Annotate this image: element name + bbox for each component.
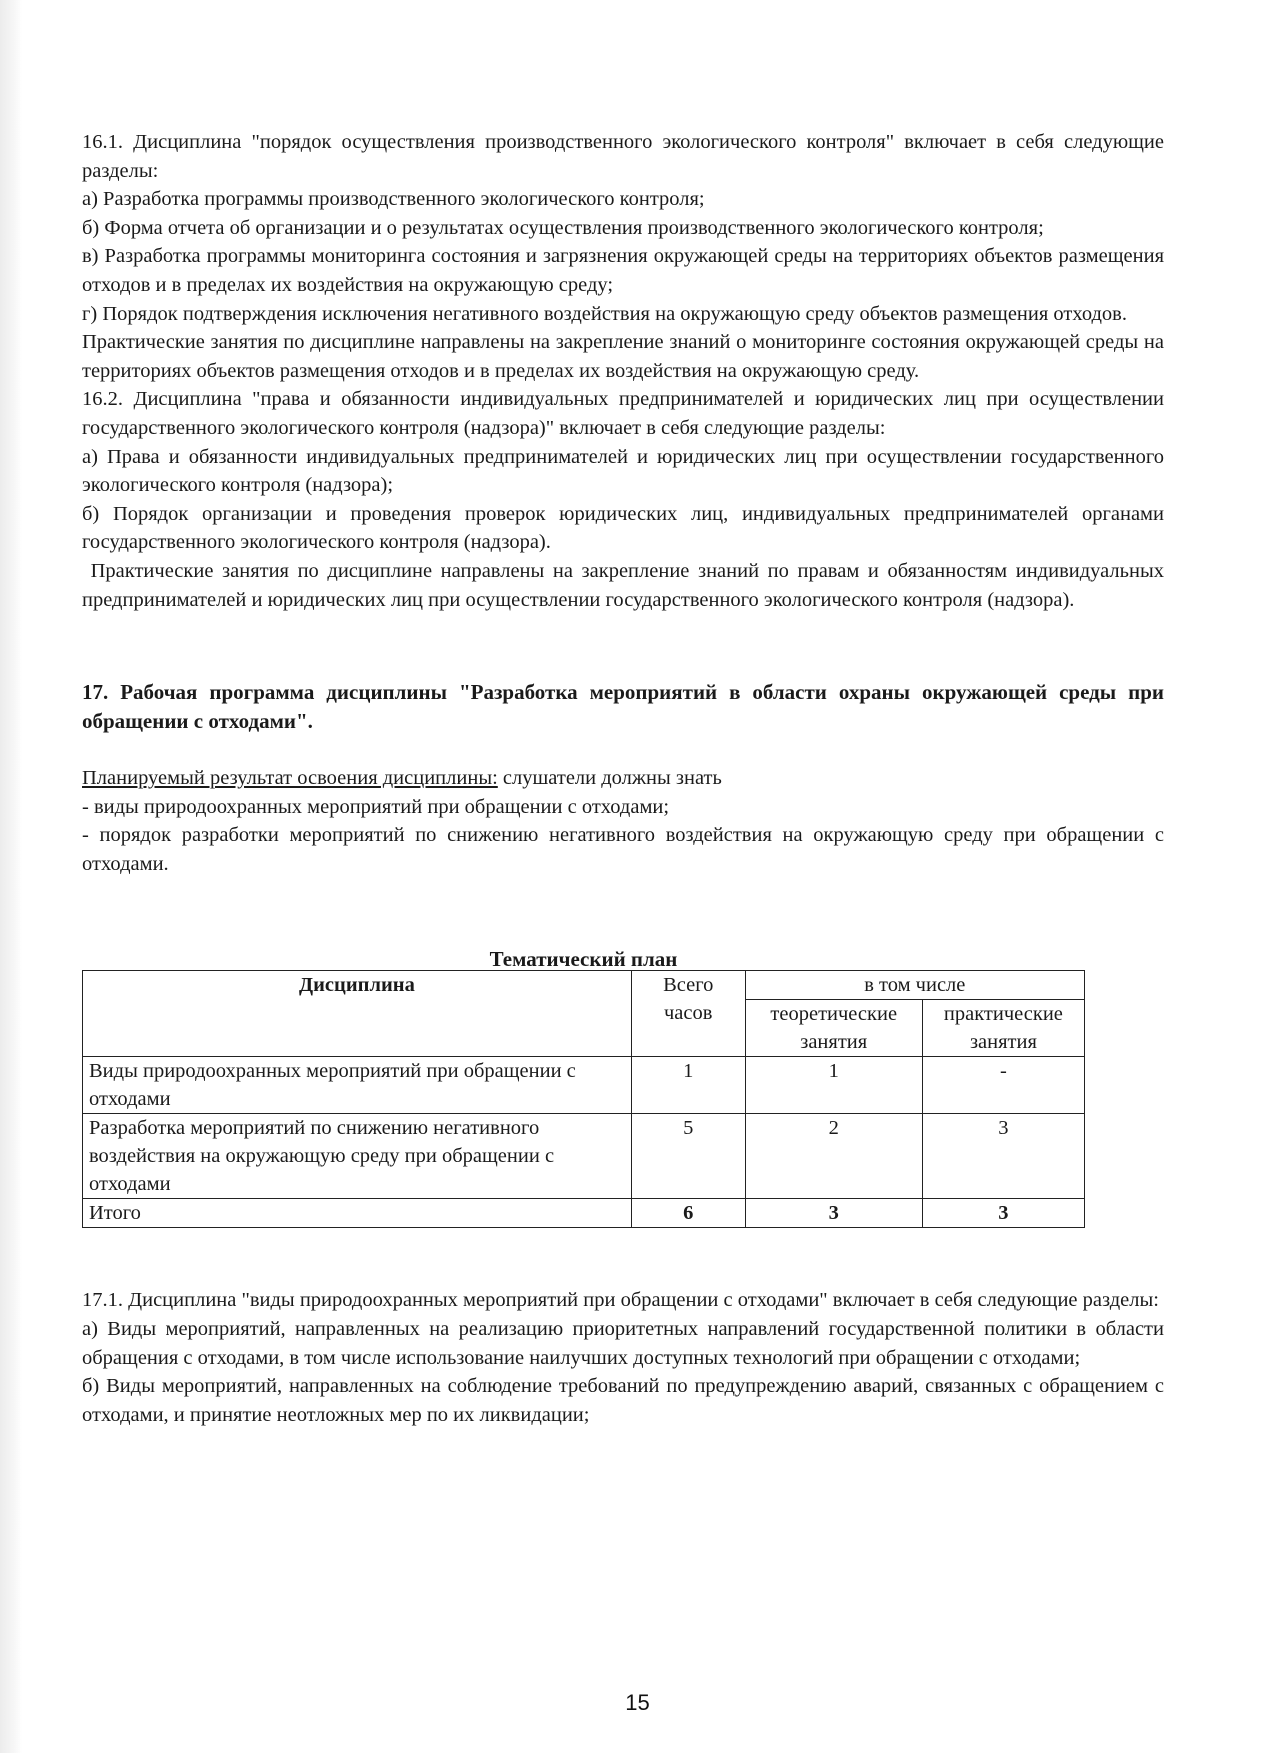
- header-total-line2: часов: [664, 1002, 713, 1025]
- planned-result-item-1: - виды природоохранных мероприятий при обращении с отходами;: [82, 795, 670, 818]
- table-row: [83, 1057, 1085, 1114]
- header-practice: практические занятия: [922, 1000, 1084, 1057]
- total-label: Итого: [83, 1199, 632, 1228]
- document-page: [82, 128, 1170, 1429]
- thematic-plan-table: [82, 970, 1085, 1228]
- table-header-row: [83, 971, 1085, 1000]
- row-total-hours: 5: [631, 1114, 745, 1199]
- row-theory-hours: 1: [745, 1057, 922, 1114]
- section-17-heading: 17. Рабочая программа дисциплины "Разработка мероприятий в области охраны окружающей среды при обращении с отходами".: [82, 680, 1164, 734]
- table-total-row: [83, 1199, 1085, 1228]
- section-16-1-item-g: г) Порядок подтверждения исключения негативного воздействия на окружающую среду объектов размещения отходов.: [82, 302, 1127, 325]
- header-theory: теоретические занятия: [745, 1000, 922, 1057]
- section-16-1-item-b: б) Форма отчета об организации и о результатах осуществления производственного экологического контроля;: [82, 216, 1044, 239]
- scan-edge-shadow: [0, 0, 22, 1753]
- page-number: 15: [625, 1690, 650, 1715]
- planned-result: [82, 764, 1164, 878]
- section-16-2: [82, 385, 1170, 614]
- section-16-2-item-b: б) Порядок организации и проведения проверок юридических лиц, индивидуальных предпринимателей органами государственного экологического контроля (надзора).: [82, 502, 1164, 554]
- section-16-2-practice: Практические занятия по дисциплине направлены на закрепление знаний по правам и обязанностям индивидуальных предпринимателей и юридических лиц при осуществлении государственного экологического контроля (надзора).: [82, 559, 1170, 611]
- header-discipline: Дисциплина: [83, 971, 632, 1057]
- section-17-1-item-b: б) Виды мероприятий, направленных на соблюдение требований по предупреждению аварий, связанных с обращением с отходами, и принятие неотложных мер по их ликвидации;: [82, 1375, 1164, 1426]
- section-16-1: [82, 128, 1164, 385]
- planned-result-text: слушатели должны знать: [497, 767, 722, 790]
- section-17-1: [82, 1286, 1164, 1429]
- section-16-2-item-a: а) Права и обязанности индивидуальных предпринимателей и юридических лиц при осуществлении государственного экологического контроля (надзора);: [82, 445, 1164, 497]
- row-total-hours: 1: [631, 1057, 745, 1114]
- section-16-1-item-a: а) Разработка программы производственного экологического контроля;: [82, 188, 705, 211]
- header-total-line1: Всего: [663, 974, 714, 997]
- planned-result-label: Планируемый результат освоения дисциплины:: [82, 767, 498, 790]
- row-theory-hours: 2: [745, 1114, 922, 1199]
- planned-result-line: [82, 764, 1164, 793]
- section-16-1-intro: 16.1. Дисциплина "порядок осуществления производственного экологического контроля" включает в себя следующие разделы:: [82, 131, 1164, 182]
- total-hours: 6: [631, 1199, 745, 1228]
- row-discipline-name: Разработка мероприятий по снижению негативного воздействия на окружающую среду при обращении с отходами: [83, 1114, 632, 1199]
- header-total-hours: [631, 971, 745, 1057]
- section-17-1-intro: 17.1. Дисциплина "виды природоохранных мероприятий при обращении с отходами" включает в себя следующие разделы:: [82, 1289, 1159, 1312]
- section-16-1-practice: Практические занятия по дисциплине направлены на закрепление знаний о мониторинге состояния окружающей среды на территориях объектов размещения отходов и в пределах их воздействия на окружающую среду.: [82, 331, 1164, 382]
- table-row: [83, 1114, 1085, 1199]
- row-discipline-name: Виды природоохранных мероприятий при обращении с отходами: [83, 1057, 632, 1114]
- thematic-plan-caption: Тематический план: [489, 947, 678, 972]
- planned-result-item-2: - порядок разработки мероприятий по снижению негативного воздействия на окружающую среду при обращении с отходами.: [82, 824, 1164, 875]
- header-including: в том числе: [745, 971, 1084, 1000]
- section-16-1-item-v: в) Разработка программы мониторинга состояния и загрязнения окружающей среды на территориях объектов размещения отходов и в пределах их воздействия на окружающую среду;: [82, 245, 1164, 296]
- section-17-1-item-a: а) Виды мероприятий, направленных на реализацию приоритетных направлений государственной политики в области обращения с отходами, в том числе использование наилучших доступных технологий при обращении с отходами;: [82, 1318, 1164, 1369]
- row-practice-hours: 3: [922, 1114, 1084, 1199]
- section-16-2-intro: 16.2. Дисциплина "права и обязанности индивидуальных предпринимателей и юридических лиц при осуществлении государственного экологического контроля (надзора)" включает в себя следующие разделы:: [82, 388, 1164, 439]
- row-practice-hours: -: [922, 1057, 1084, 1114]
- total-practice-hours: 3: [922, 1199, 1084, 1228]
- total-theory-hours: 3: [745, 1199, 922, 1228]
